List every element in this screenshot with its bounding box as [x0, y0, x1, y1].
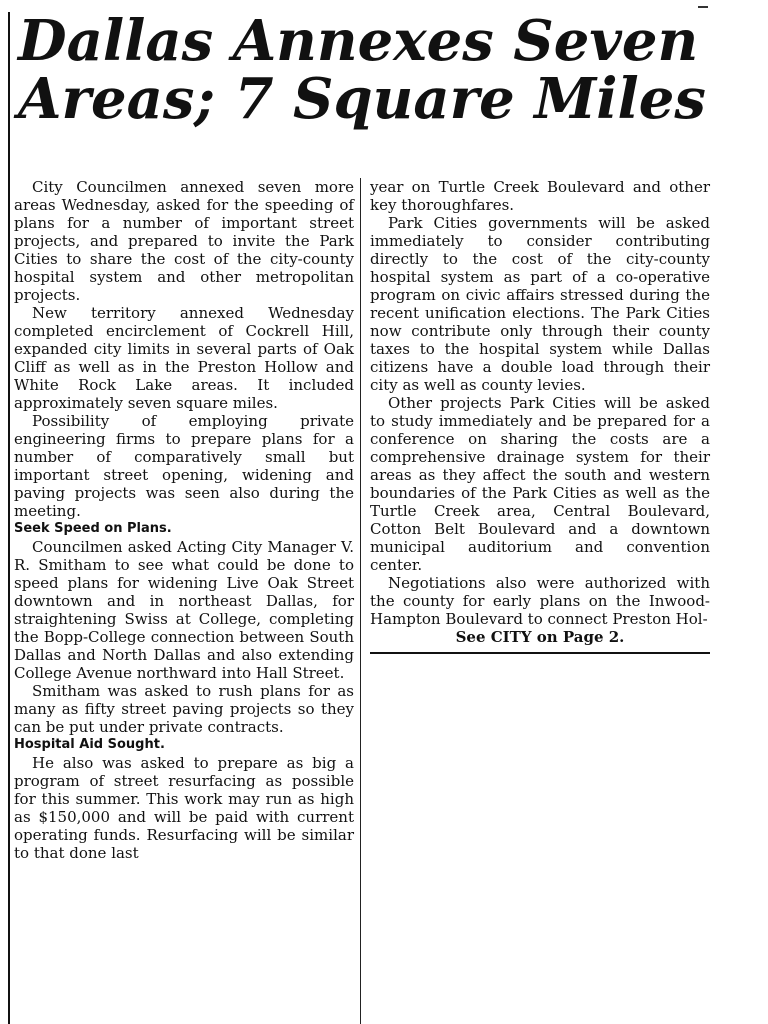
subhead-seek-speed: Seek Speed on Plans. — [14, 521, 172, 536]
paragraph-continued: year on Turtle Creek Boulevard and other key thoroughfares. — [370, 178, 710, 214]
paragraph-smitham: Smitham was asked to rush plans for as many as fifty street paving projects so they can be put under private contracts. — [14, 682, 354, 736]
subhead-hospital-aid: Hospital Aid Sought. — [14, 737, 165, 752]
paragraph-negotiations: Negotiations also were authorized with the county for early plans on the Inwood-Hampton Boulevard to connect Preston Hol- — [370, 574, 710, 628]
article-column-left — [14, 178, 354, 862]
paragraph-other-projects: Other projects Park Cities will be asked to study immediately and be prepared for a conference on sharing the costs are a comprehensive drainage system for their areas as they affect the south and western boundaries of the Park Cities as well as the Turtle Creek area, Central Boulevard, Cotton Belt Boulevard and a downtown municipal auditorium and convention center. — [370, 394, 710, 574]
paragraph-intro: City Councilmen annexed seven more areas Wednesday, asked for the speeding of plans for a number of important street projects, and prepared to invite the Park Cities to share the cost of the city-county hospital system and other metropolitan projects. — [14, 178, 354, 304]
paragraph-park-cities: Park Cities governments will be asked immediately to consider contributing directly to the cost of the city-county hospital system as part of a co-operative program on civic affairs stressed during the recent unification elections. The Park Cities now contribute only through their county taxes to the hospital system while Dallas citizens have a double load through their city as well as county levies. — [370, 214, 710, 394]
paragraph-resurfacing: He also was asked to prepare as big a program of street resurfacing as possible for this summer. This work may run as high as $150,000 and will be paid with current operating funds. Resurfacing will be similar to that done last — [14, 754, 354, 862]
article-end-rule — [370, 652, 710, 654]
corner-mark — [698, 6, 708, 8]
column-divider — [360, 178, 361, 1024]
paragraph-engineering: Possibility of employing private engineering firms to prepare plans for a number of comparatively small but important street opening, widening and paving projects was seen also during the meeting. — [14, 412, 354, 520]
article-column-right — [370, 178, 710, 654]
jump-line: See CITY on Page 2. — [455, 628, 625, 646]
left-margin-rule — [8, 12, 10, 1024]
headline — [18, 8, 718, 132]
paragraph-councilmen: Councilmen asked Acting City Manager V. R. Smitham to see what could be done to speed plans for widening Live Oak Street downtown and in northeast Dallas, for straightening Swiss at College, completing the Bopp-College connection between South Dallas and North Dallas and also extending College Avenue northward into Hall Street. — [14, 538, 354, 682]
paragraph-territory: New territory annexed Wednesday completed encirclement of Cockrell Hill, expanded city limits in several parts of Oak Cliff as well as in the Preston Hollow and White Rock Lake areas. It included approximately seven square miles. — [14, 304, 354, 412]
headline-line-2: Areas; 7 Square Miles — [18, 66, 706, 132]
headline-line-1: Dallas Annexes Seven — [18, 8, 699, 74]
